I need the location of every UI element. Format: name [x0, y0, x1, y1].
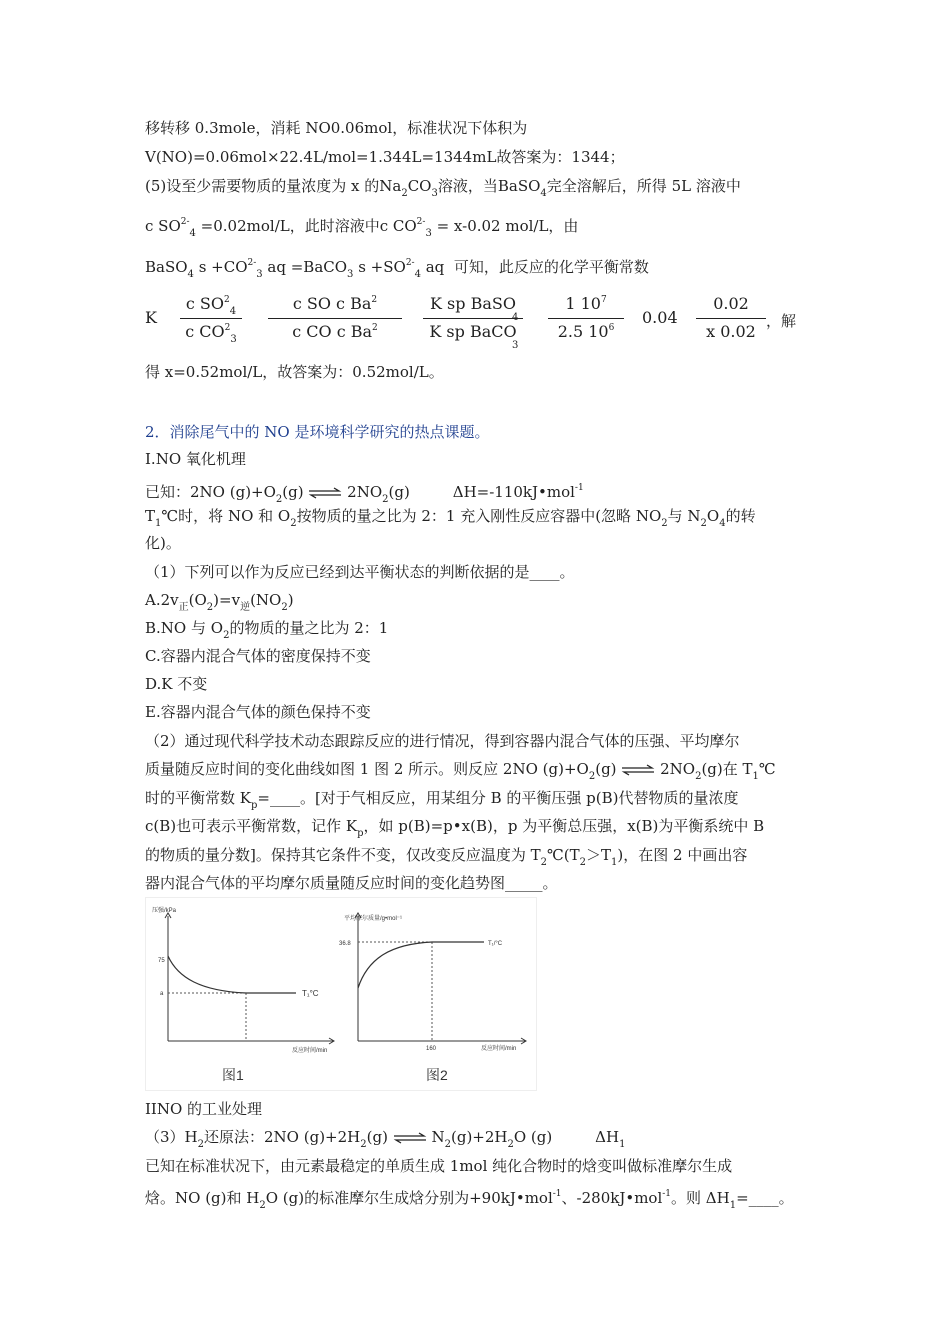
- sub-question-3: $(3)H_2$还原法：2NO $(g)+2H_2(g)$ $N_2(g)+2H_2O$ (g) $\Delta H_1$: [145, 1128, 626, 1150]
- equilibrium-arrow-icon: [621, 764, 655, 776]
- sub-question-2-line6: 器内混合气体的平均摩尔质量随反应时间的变化趋势图_____。: [145, 874, 558, 892]
- std-enthalpy-line1: 已知在标准状况下，由元素最稳定的单质生成 1mol 纯化合物时的焓变叫做标准摩尔生成: [145, 1157, 733, 1175]
- k-tail: ，解: [766, 312, 797, 330]
- figure-graphs: [146, 898, 536, 1090]
- fig2-caption: 图2: [426, 1067, 448, 1083]
- sub-question-2-line3: 时的平衡常数 $K_p=\_\_\_\_$。[对于气相反应，用某组分 B 的平衡压强 p(B)代替物质的量浓度: [145, 789, 739, 811]
- option-c: C.容器内混合气体的密度保持不变: [145, 647, 371, 665]
- fig2-xlabel: 反应时间/min: [481, 1046, 517, 1052]
- k-frac5-bar: [696, 318, 766, 319]
- fig1-curve-label: T₁°C: [302, 989, 319, 998]
- k-frac5-num: 0.02: [713, 294, 749, 313]
- section-2-heading: IINO 的工业处理: [145, 1100, 263, 1118]
- fig2-x-eq-label: 160: [426, 1046, 437, 1052]
- k-frac2-den: c CO c Ba$^2$: [292, 322, 378, 341]
- k-frac3-sub3: 3: [512, 340, 519, 351]
- solution-line-5: BaSO$_4$ $s +CO^{2-}_3$ aq =BaCO$_3$ $s +SO^{2-}_4$ aq 可知，此反应的化学平衡常数: [145, 258, 649, 280]
- sub-question-1: （1）下列可以作为反应已经到达平衡状态的判断依据的是____。: [145, 563, 575, 581]
- equilibrium-arrow-icon: [308, 487, 342, 499]
- sub-question-2-line1: （2）通过现代科学技术动态跟踪反应的进行情况，得到容器内混合气体的压强、平均摩尔: [145, 732, 740, 750]
- k-frac4-den: 2.5 $10^6$: [557, 322, 615, 341]
- fig1-caption: 图1: [222, 1067, 244, 1083]
- fig1-curve: [168, 956, 296, 993]
- k-value: 0.04: [642, 308, 678, 327]
- k-frac3-den: K sp BaCO: [429, 322, 517, 341]
- solution-line-2: V(NO)=0.06mol×22.4L/mol=1.344L=1344mL故答案为：1344；: [145, 148, 625, 166]
- k-symbol: K: [145, 308, 157, 327]
- k-frac5-den: x 0.02: [706, 322, 756, 341]
- k-frac2-num: c SO c Ba$^2$: [292, 294, 378, 313]
- t1-condition: $T_1℃$时，将 NO 和 $O_2$按物质的量之比为 2：1 充入刚性反应容器中(忽略 $NO_2$与 $N_2O_4$的转: [145, 507, 756, 529]
- figure-2: [339, 913, 526, 1083]
- equilibrium-arrow-icon: [393, 1132, 427, 1144]
- fig1-y-start-label: 75: [158, 958, 165, 964]
- k-frac3-bar: [423, 318, 523, 319]
- solution-line-3: (5)设至少需要物质的量浓度为 x 的$Na_2CO_3$溶液，当BaSO$_4$完全溶解后，所得 5L 溶液中: [145, 177, 741, 199]
- sub-question-2-line5: 的物质的量分数]。保持其它条件不变，仅改变反应温度为 $T_2℃(T_2>T_1)$，在图 2 中画出容: [145, 846, 748, 868]
- std-enthalpy-line2: 焓。NO (g)和 $H_2O$ (g)的标准摩尔生成焓分别为+90kJ•mol$^{-1}$、-280kJ•mol$^{-1}$。则 $\Delta H_1=\_\_\_\_$。: [145, 1189, 794, 1211]
- option-b: B.NO 与 $O_2$的物质的量之比为 2：1: [145, 619, 389, 641]
- sub-question-2-line4: c(B)也可表示平衡常数，记作 $K_p$，如 p(B)=p•x(B)，p 为平衡总压强，x(B)为平衡系统中 B: [145, 817, 765, 839]
- k-frac2-bar: [268, 318, 402, 319]
- solution-line-1: 移转移 0.3mole，消耗 NO0.06mol，标准状况下体积为: [145, 119, 528, 137]
- sub-question-2-line2: 质量随反应时间的变化曲线如图 1 图 2 所示。则反应 2NO $(g)+O_2(g)$ $2NO_2(g)$在 $T_1℃$: [145, 760, 776, 782]
- solution-line-4: c $SO^{2-}_4 =0.02mol/L$，此时溶液中c $CO^{2-}_3 = x-0.02$ mol/L，由: [145, 217, 579, 239]
- t1-condition-2: 化)。: [145, 534, 181, 552]
- question-title: 2．消除尾气中的 NO 是环境科学研究的热点课题。: [145, 423, 490, 441]
- solution-line-6: 得 x=0.52mol/L，故答案为：0.52mol/L。: [145, 363, 444, 381]
- fig1-ylabel: 压强/kPa: [152, 908, 177, 914]
- fig1-xlabel: 反应时间/min: [292, 1048, 328, 1054]
- fig2-y-eq-label: 36.8: [339, 941, 351, 947]
- k-frac1-den: c $CO^2_3$: [185, 322, 237, 345]
- k-frac1-bar: [180, 318, 242, 319]
- k-frac4-bar: [548, 318, 624, 319]
- k-frac3-sub4: 4: [512, 312, 519, 323]
- k-frac1-num: c $SO^2_4$: [185, 294, 237, 317]
- option-e: E.容器内混合气体的颜色保持不变: [145, 703, 371, 721]
- figure-1: [152, 906, 334, 1083]
- k-frac4-num: 1 $10^7$: [565, 294, 607, 313]
- fig1-y-eq-label: a: [160, 991, 164, 997]
- figure-panel: [145, 897, 537, 1091]
- k-frac3-num: K sp BaSO: [430, 294, 516, 313]
- option-a: $A.2v_正(O_2)=v_逆(NO_2)$: [145, 591, 294, 613]
- known-reaction: 已知：2NO $(g)+O_2(g)$ $2NO_2(g)$ ΔH=-110kJ•mol$^{-1}$: [145, 483, 584, 505]
- fig2-ylabel: 平均摩尔质量/g•mol⁻¹: [344, 916, 402, 922]
- fig2-curve-label: T₁/°C: [488, 941, 503, 947]
- section-1-heading: I.NO 氧化机理: [145, 450, 246, 468]
- fig2-curve: [358, 942, 484, 988]
- option-d: D.K 不变: [145, 675, 208, 693]
